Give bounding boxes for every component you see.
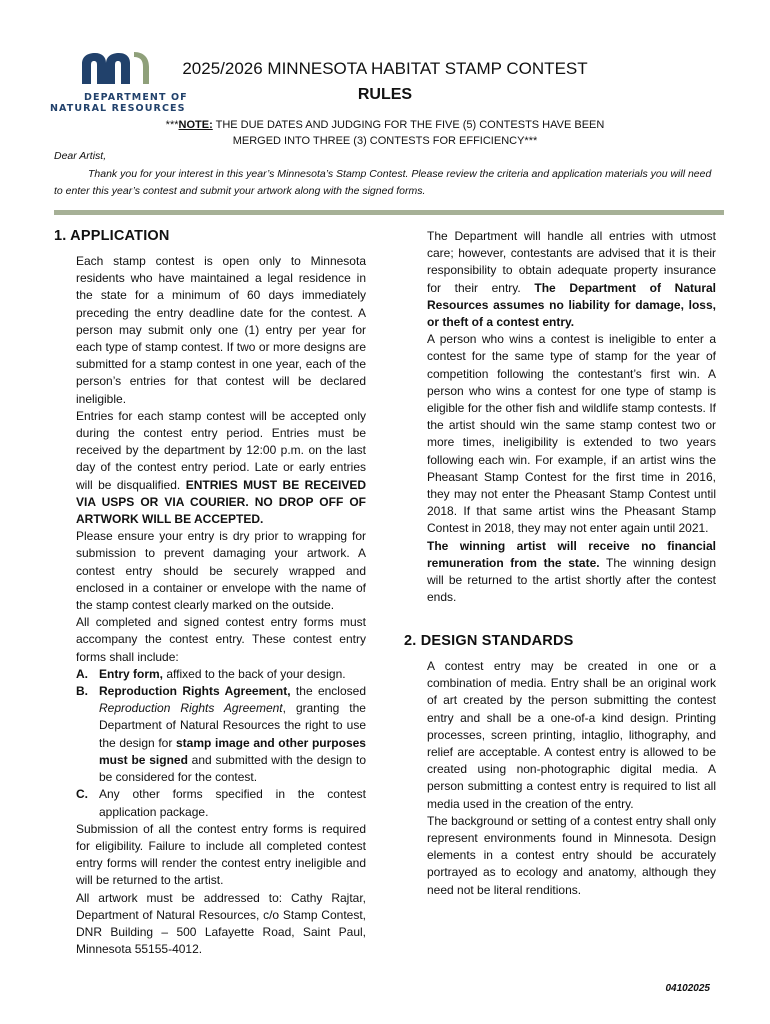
intro-paragraph [54, 166, 714, 200]
setting-paragraph: The background or setting of a contest entry shall only represent environments found in Minnesota. Design elements in a contest entry should be accurately portrayed as to ecology and anatomy, although they need not be literal renditions. [427, 813, 716, 897]
section-divider [54, 210, 724, 215]
note-label: NOTE: [178, 119, 213, 131]
wrapping-paragraph: Please ensure your entry is dry prior to wrapping for submission to prevent damaging your artwork. A contest entry should be securely wrapped and enclosed in a container or envelope with the name of the stamp contest clearly marked on the outside. [76, 529, 366, 613]
remuneration-paragraph [427, 538, 716, 607]
application-column-continued [427, 228, 716, 606]
document-code: 04102025 [665, 983, 710, 994]
residency-paragraph: Each stamp contest is open only to Minnesota residents who have maintained a legal residence in the state for a minimum of 60 days immediately preceding the entry deadline date for the contest. A person may submit only one (1) entry per year for each type of stamp contest. If two or more designs are submitted for a stamp contest in one year, each of the person’s entries for that contest will be declared ineligible. [76, 254, 366, 406]
list-item-entry-form [76, 666, 366, 683]
eligibility-paragraph: Submission of all the contest entry forms is required for eligibility. Failure to include all completed contest entry forms will render the contest entry ineligible and will be returned to the artist. [76, 821, 366, 888]
page-subtitle: RULES [357, 86, 413, 103]
reproduction-bold-2: stamp image and other purposes must be signed [99, 735, 366, 767]
design-standards-column [427, 658, 716, 899]
list-item-other-forms [76, 786, 366, 820]
reproduction-text-3: and submitted with the design to be considered for the contest. [99, 752, 366, 785]
media-paragraph: A contest entry may be created in one or a combination of media. Entry shall be an original work of art created by the person submitting the contest entry and shall be a one-of-a kind design. Printing processes, screen printing, intaglio, lithography, and relief are acceptable. A contest entry is allowed to be created using non-photographic digital media. A person submitting a contest entry is required to list all media used in the creation of the entry. [427, 659, 716, 811]
liability-paragraph [427, 228, 716, 331]
salutation: Dear Artist, [54, 150, 107, 162]
entry-period-paragraph [76, 408, 366, 528]
liability-bold: The Department of Natural Resources assumes no liability for damage, loss, or theft of a contest entry. [427, 280, 716, 330]
list-marker: A. [76, 666, 88, 681]
application-column [76, 253, 366, 958]
reproduction-rights-doc: Reproduction Rights Agreement [99, 701, 283, 716]
remuneration-bold: The winning artist will receive no financial remuneration from the state. [427, 538, 716, 570]
note-prefix: *** [165, 119, 179, 131]
winner-eligibility-paragraph: A person who wins a contest is ineligible to enter a contest for the same type of stamp for the year of competition following the contestant’s first win. A person who wins a contest for one type of stamp is eligible for the other fish and wildlife stamp contests. If the artist should win the same stamp contest two or more times, ineligibility is extended to two years following each win. For example, if an artist wins the Pheasant Stamp Contest for the first time in 2016, they may not enter the Pheasant Stamp Contest until 2018. If that same artist wins the Pheasant Stamp Contest in 2018, they may not enter again until 2021. [427, 332, 716, 536]
dnr-logo-mark [48, 50, 152, 90]
delivery-warning: ENTRIES MUST BE RECEIVED VIA USPS OR VIA COURIER. NO DROP OFF OF ARTWORK WILL BE ACCEPTED. [76, 477, 366, 527]
remuneration-text: The winning design will be returned to the artist shortly after the contest ends. [427, 555, 716, 605]
reproduction-rights-label: Reproduction Rights Agreement, [99, 684, 291, 699]
logo-text-department: DEPARTMENT OF [84, 92, 188, 103]
liability-text: The Department will handle all entries with utmost care; however, contestants are advised that it is their responsibility to obtain adequate property insurance for their entry. [427, 229, 716, 295]
intro-text: Thank you for your interest in this year’s Minnesota’s Stamp Contest. Please review the criteria and application materials you will need to enter this year’s contest and submit your artwork along with the signed forms. [54, 168, 712, 197]
note-text: THE DUE DATES AND JUDGING FOR THE FIVE (5) CONTESTS HAVE BEEN MERGED INTO THREE (3) CONTESTS FOR EFFICIENCY*** [212, 119, 605, 147]
reproduction-text-1: the enclosed [290, 684, 366, 699]
entry-form-label: Entry form, [99, 666, 164, 681]
forms-paragraph: All completed and signed contest entry forms must accompany the contest entry. These contest entry forms shall include: [76, 615, 366, 664]
page-title: 2025/2026 MINNESOTA HABITAT STAMP CONTEST [182, 59, 588, 78]
list-marker: B. [76, 684, 88, 699]
design-standards-heading: 2. DESIGN STANDARDS [404, 633, 574, 649]
address-paragraph: All artwork must be addressed to: Cathy Rajtar, Department of Natural Resources, c/o Stamp Contest, DNR Building – 500 Lafayette Road, Saint Paul, Minnesota 55155-4012. [76, 890, 366, 957]
other-forms-text: Any other forms specified in the contest application package. [99, 787, 366, 819]
logo-text-natural-resources: NATURAL RESOURCES [50, 103, 186, 114]
application-heading: 1. APPLICATION [54, 228, 170, 244]
merge-note [150, 117, 620, 149]
entry-form-text: affixed to the back of your design. [163, 666, 346, 681]
entry-period-text: Entries for each stamp contest will be accepted only during the contest entry period. Entries must be received by the department by 12:00 p.m. on the last day of the contest entry period. Late or early entries will be disqualified. [76, 408, 366, 492]
dnr-logo [48, 50, 188, 114]
reproduction-text-2: , granting the Department of Natural Resources the right to use the design for [99, 701, 366, 750]
list-marker: C. [76, 787, 88, 802]
list-item-reproduction-rights [76, 683, 366, 786]
